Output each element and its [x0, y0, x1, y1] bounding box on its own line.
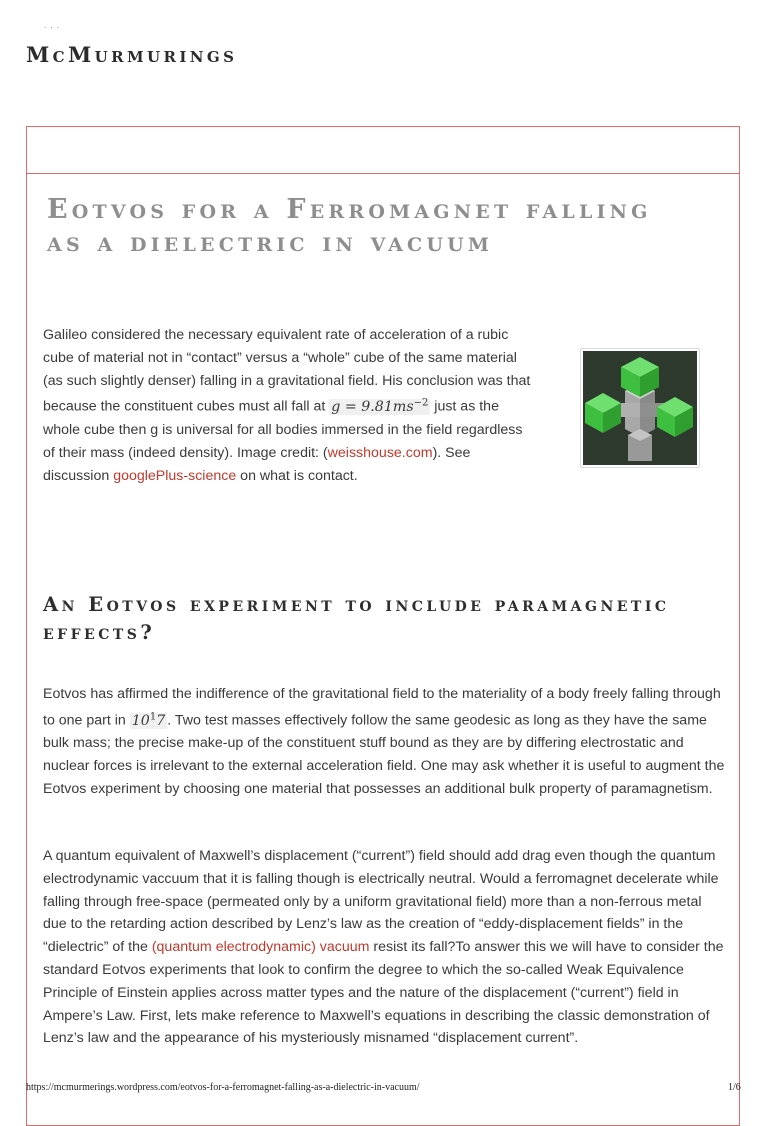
- para3-text-a: A quantum equivalent of Maxwell’s displacement (“current”) field should add drag even though the quantum electrodynamic vaccuum that it is falling though is electrically neutral. Would a ferromagnet decelerate while falling through free-space (permeated only by a uniform gravitational field) more than a non-ferrous metal due to the retarding action described by Lenz’s law as the creation of “eddy-displacement fields” in the “dielectric” of the: [43, 848, 719, 956]
- precision-formula-exponent: 1: [149, 710, 157, 722]
- intro-text-c: ). See discussion: [43, 444, 471, 484]
- para2-text-a: Eotvos has affirmed the indifference of the gravitational field to the materiality of a body freely falling through to one part in: [43, 686, 721, 729]
- header-mark: · · ·: [44, 24, 61, 32]
- gravity-formula-exponent: −2: [413, 397, 429, 409]
- precision-formula-tail: 7: [156, 712, 166, 729]
- footer-page-number: 1/6: [728, 1082, 741, 1093]
- gravity-formula: [329, 399, 430, 415]
- para3-text-b: resist its fall?To answer this we will have to consider the standard Eotvos experiments that look to confirm the degree to which the so-called Weak Equivalence Principle of Einstein applies across matter types and the nature of the displacement (“current”) field in Ampere’s Law. First, lets make reference to Maxwell’s equations in describing the classic demonstration of Lenz’s law and the appearance of his mysteriously misnamed “displacement current”.: [43, 939, 724, 1047]
- post-container: [26, 126, 740, 1126]
- divider: [27, 173, 739, 174]
- para2-text-b: . Two test masses effectively follow the same geodesic as long as they have the same bulk mass; the precise make-up of the constituent stuff bound as they are by differing electrostatic and nuclear forces is irrelevant to the external acceleration field. One may ask whether it is useful to augment the Eotvos experiment by choosing one material that possesses an additional bulk property of paramagnetism.: [43, 712, 725, 797]
- section-heading: An Eotvos experiment to include paramagnetic effects?: [43, 593, 670, 644]
- qed-vacuum-link[interactable]: (quantum electrodynamic) vacuum: [151, 939, 370, 956]
- site-title[interactable]: McMurmurings: [26, 42, 238, 67]
- cube-lattice-image: [580, 348, 700, 468]
- gravity-formula-base: g = 9.81ms: [331, 399, 414, 416]
- intro-paragraph: [43, 324, 533, 487]
- weisshouse-link[interactable]: weisshouse.com: [327, 444, 433, 461]
- cube-lattice-graphic: [583, 351, 697, 465]
- maxwell-paragraph: [43, 845, 729, 1050]
- intro-text-b: just as the whole cube then g is universal for all bodies immersed in the field regardless of their mass (indeed density). Image credit: (: [43, 399, 523, 461]
- intro-text-a: Galileo considered the necessary equivalent rate of acceleration of a rubic cube of material not in “contact” versus a “whole” cube of the same material (as such slightly denser) falling in a gravitational field. His conclusion was that because the constituent cubes must all fall at: [43, 327, 531, 416]
- footer-url: https://mcmurmerings.wordpress.com/eotvos-for-a-ferromagnet-falling-as-a-dielectric-in-vacuum/: [26, 1082, 420, 1093]
- eotvos-paragraph: [43, 683, 729, 801]
- post-title: Eotvos for a Ferromagnet falling as a dielectric in vacuum: [47, 194, 652, 258]
- googleplus-science-link[interactable]: googlePlus-science: [113, 467, 237, 484]
- precision-formula: [130, 710, 167, 729]
- precision-formula-base: 10: [131, 712, 150, 729]
- intro-text-d: on what is contact.: [236, 467, 358, 484]
